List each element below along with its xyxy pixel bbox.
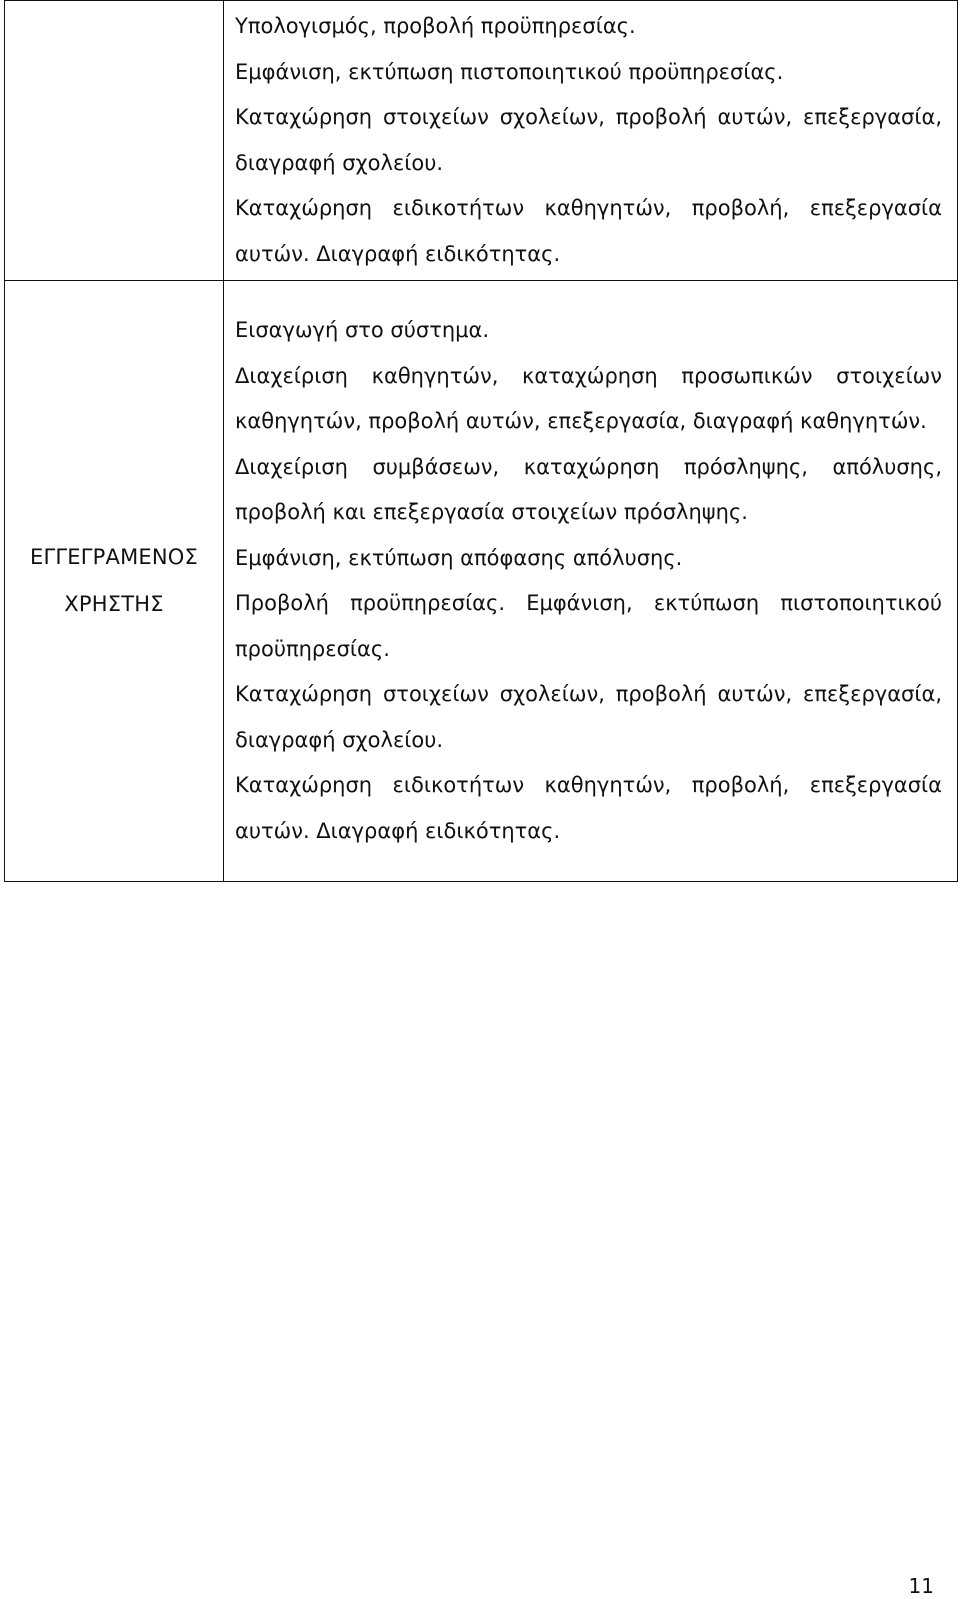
description-item: Διαχείριση συμβάσεων, καταχώρηση πρόσληψης, απόλυσης, προβολή και επεξεργασία στοιχείων πρόσληψης.	[235, 454, 942, 524]
role-name-line: ΕΓΓΕΓΡΑΜΕΝΟΣ	[30, 545, 198, 569]
description-item: Εισαγωγή στο σύστημα.	[235, 318, 490, 342]
table-row	[5, 281, 958, 882]
role-name-line: ΧΡΗΣΤΗΣ	[64, 592, 164, 616]
description-item: Υπολογισμός, προβολή προϋπηρεσίας.	[235, 14, 636, 38]
role-cell-empty	[5, 1, 224, 281]
description-item: Καταχώρηση στοιχείων σχολείων, προβολή αυτών, επεξεργασία, διαγραφή σχολείου.	[235, 682, 942, 752]
description-item: Καταχώρηση ειδικοτήτων καθηγητών, προβολή, επεξεργασία αυτών. Διαγραφή ειδικότητας.	[235, 773, 942, 843]
description-cell	[224, 1, 958, 281]
description-item: Εμφάνιση, εκτύπωση απόφασης απόλυσης.	[235, 545, 683, 570]
description-item: Καταχώρηση ειδικοτήτων καθηγητών, προβολή, επεξεργασία αυτών. Διαγραφή ειδικότητας.	[235, 196, 942, 266]
page-number: 11	[908, 1574, 934, 1598]
table-row	[5, 1, 958, 281]
roles-table	[4, 0, 958, 882]
description-item: Προβολή προϋπηρεσίας. Εμφάνιση, εκτύπωση πιστοποιητικού προϋπηρεσίας.	[235, 591, 942, 661]
description-cell	[224, 281, 958, 882]
description-item: Διαχείριση καθηγητών, καταχώρηση προσωπικών στοιχείων καθηγητών, προβολή αυτών, επεξεργασία, διαγραφή καθηγητών.	[235, 363, 942, 433]
role-cell	[5, 281, 224, 882]
description-item: Εμφάνιση, εκτύπωση πιστοποιητικού προϋπηρεσίας.	[235, 59, 784, 84]
description-item: Καταχώρηση στοιχείων σχολείων, προβολή αυτών, επεξεργασία, διαγραφή σχολείου.	[235, 105, 942, 175]
